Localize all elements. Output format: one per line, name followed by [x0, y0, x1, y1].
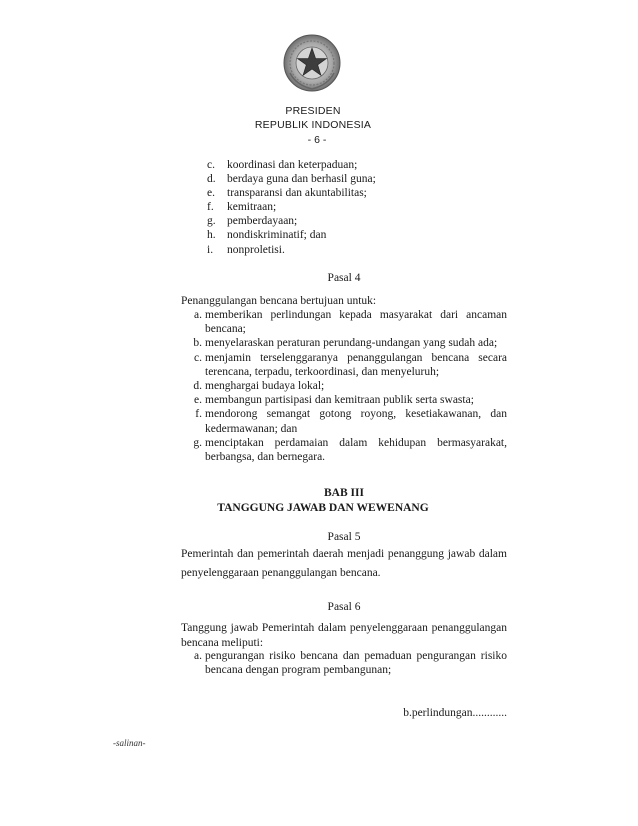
list-item: e. membangun partisipasi dan kemitraan publik serta swasta;: [194, 394, 474, 407]
list-item: f. kemitraan;: [207, 201, 277, 214]
list-item: g. pemberdayaan;: [207, 215, 298, 228]
pasal-6-title: Pasal 6: [327, 601, 361, 613]
pasal-5-title: Pasal 5: [327, 531, 361, 543]
list-item: a. memberikan perlindungan kepada masyarakat dari ancaman bencana;: [194, 309, 507, 336]
list-item: b. menyelaraskan peraturan perundang-undangan yang sudah ada;: [193, 337, 498, 350]
footer-salinan: -salinan-: [113, 738, 146, 748]
list-item: d. berdaya guna dan berhasil guna;: [207, 173, 376, 186]
pasal-5-text: Pemerintah dan pemerintah daerah menjadi penanggung jawab dalam penyelenggaraan penanggulangan bencana.: [181, 548, 507, 579]
pasal-6-intro: Tanggung jawab Pemerintah dalam penyelenggaraan penanggulangan bencana meliputi:: [181, 622, 507, 649]
pasal-6-items: [181, 649, 507, 677]
principles-list: [207, 158, 376, 257]
garuda-star-emblem-icon: [282, 33, 342, 93]
list-item: c. koordinasi dan keterpaduan;: [207, 159, 358, 171]
header-republik: REPUBLIK INDONESIA: [254, 119, 372, 131]
list-item: h. nondiskriminatif; dan: [207, 229, 327, 242]
list-item: g. menciptakan perdamaian dalam kehidupan bermasyarakat, berbangsa, dan bernegara.: [193, 436, 507, 464]
list-item: d. menghargai budaya lokal;: [193, 380, 325, 393]
pasal-4-intro: Penanggulangan bencana bertujuan untuk:: [181, 295, 377, 307]
pasal-4-items: [181, 308, 507, 464]
header-presiden: PRESIDEN: [285, 105, 341, 117]
list-item: f. mendorong semangat gotong royong, kesetiakawanan, dan kedermawanan; dan: [195, 408, 507, 435]
list-item: c. menjamin terselenggaranya penanggulangan bencana secara terencana, terpadu, terkoordinasi, dan menyeluruh;: [194, 351, 507, 378]
page-number: - 6 -: [307, 134, 327, 146]
chapter-subtitle: TANGGUNG JAWAB DAN WEWENANG: [217, 502, 429, 514]
list-item: e. transparansi dan akuntabilitas;: [207, 187, 367, 200]
chapter-title: BAB III: [324, 487, 364, 499]
list-item: i. nonproletisi.: [207, 243, 285, 256]
pasal-4-title: Pasal 4: [327, 272, 361, 284]
list-item: a. pengurangan risiko bencana dan pemaduan pengurangan risiko bencana dengan program pembangunan;: [194, 650, 507, 677]
continuation-text: b.perlindungan............: [403, 707, 507, 719]
